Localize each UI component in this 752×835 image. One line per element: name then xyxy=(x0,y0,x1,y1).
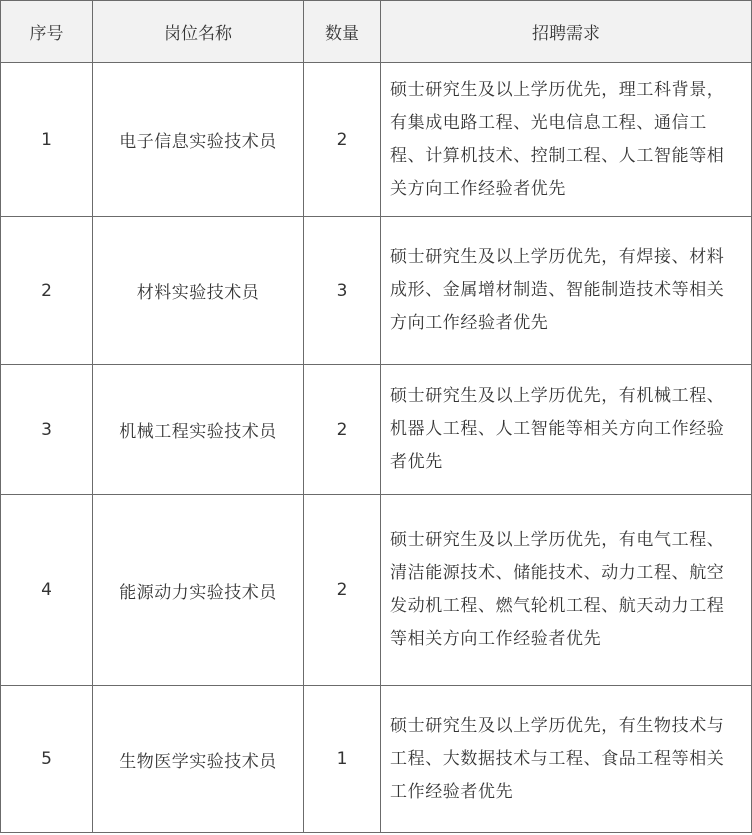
cell-num: 5 xyxy=(1,686,93,833)
header-position: 岗位名称 xyxy=(93,1,304,63)
table-body xyxy=(1,63,752,833)
cell-count: 3 xyxy=(304,217,381,365)
cell-requirement: 硕士研究生及以上学历优先，有生物技术与工程、大数据技术与工程、食品工程等相关工作经验者优先 xyxy=(381,686,752,833)
cell-num: 4 xyxy=(1,495,93,686)
header-row xyxy=(1,1,752,63)
table-row xyxy=(1,365,752,495)
table-header xyxy=(1,1,752,63)
cell-requirement: 硕士研究生及以上学历优先，有焊接、材料成形、金属增材制造、智能制造技术等相关方向工作经验者优先 xyxy=(381,217,752,365)
cell-requirement: 硕士研究生及以上学历优先，理工科背景，有集成电路工程、光电信息工程、通信工程、计算机技术、控制工程、人工智能等相关方向工作经验者优先 xyxy=(381,63,752,217)
cell-requirement: 硕士研究生及以上学历优先，有机械工程、机器人工程、人工智能等相关方向工作经验者优先 xyxy=(381,365,752,495)
cell-count: 2 xyxy=(304,63,381,217)
cell-position: 材料实验技术员 xyxy=(93,217,304,365)
cell-count: 1 xyxy=(304,686,381,833)
cell-position: 机械工程实验技术员 xyxy=(93,365,304,495)
header-num: 序号 xyxy=(1,1,93,63)
table-row xyxy=(1,217,752,365)
cell-count: 2 xyxy=(304,365,381,495)
cell-position: 生物医学实验技术员 xyxy=(93,686,304,833)
table-row xyxy=(1,686,752,833)
cell-num: 1 xyxy=(1,63,93,217)
cell-position: 电子信息实验技术员 xyxy=(93,63,304,217)
cell-requirement: 硕士研究生及以上学历优先，有电气工程、清洁能源技术、储能技术、动力工程、航空发动机工程、燃气轮机工程、航天动力工程等相关方向工作经验者优先 xyxy=(381,495,752,686)
header-requirement: 招聘需求 xyxy=(381,1,752,63)
table-row xyxy=(1,495,752,686)
header-count: 数量 xyxy=(304,1,381,63)
cell-count: 2 xyxy=(304,495,381,686)
cell-position: 能源动力实验技术员 xyxy=(93,495,304,686)
cell-num: 2 xyxy=(1,217,93,365)
table-row xyxy=(1,63,752,217)
cell-num: 3 xyxy=(1,365,93,495)
